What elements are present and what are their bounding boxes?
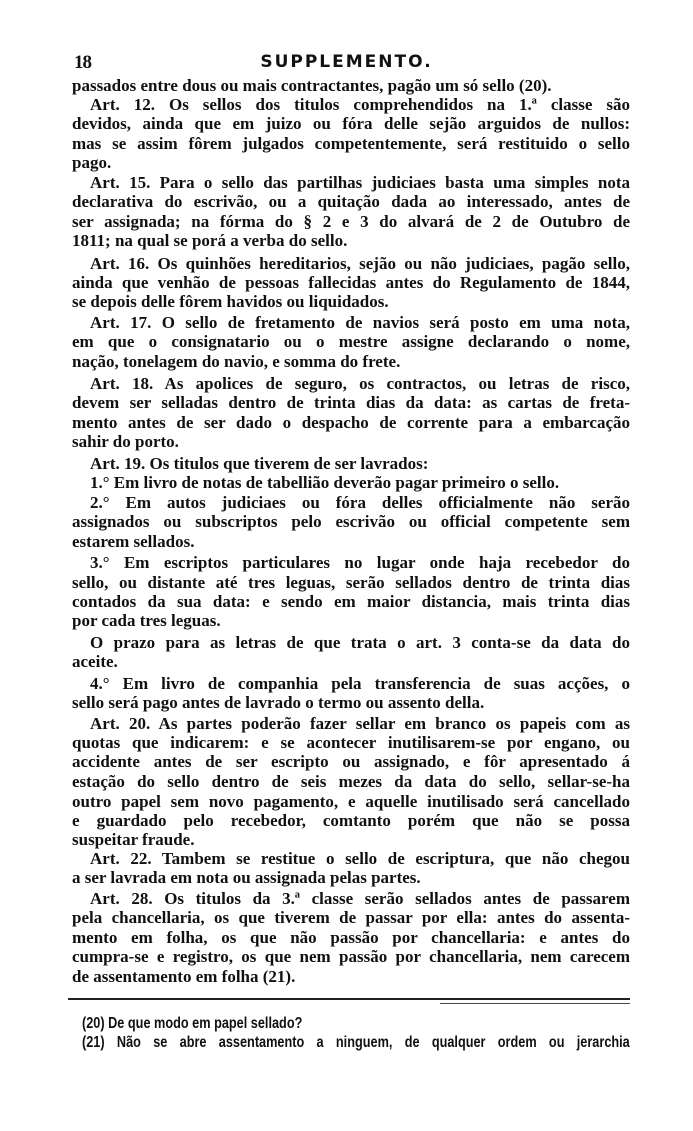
text-line: nação, tonelagem do navio, e somma do frete. (72, 352, 401, 371)
text-line: outro papel sem novo pagamento, e aquelle inutilisado será cancellado (72, 792, 630, 811)
footnote-divider (68, 998, 630, 1000)
text-line: aceite. (72, 652, 118, 671)
text-line: pago. (72, 153, 112, 172)
text-line: accidente antes de ser escripto ou assignado, e fôr apresentado á (72, 752, 630, 771)
text-line: a ser lavrada em nota ou assignada pelas partes. (72, 868, 421, 887)
text-line: mento antes de ser dado o despacho de corrente para a embarcação (72, 413, 630, 432)
text-line: ser assignada; na fórma do § 2 e 3 do alvará de 2 de Outubro de (72, 212, 630, 231)
text-line: Art. 17. O sello de fretamento de navios será posto em uma nota, (90, 313, 630, 332)
text-line: Art. 18. As apolices de seguro, os contractos, ou letras de risco, (90, 374, 630, 393)
text-line: suspeitar fraude. (72, 830, 195, 849)
text-line: mento em folha, os que não passão por chancellaria: e antes do (72, 928, 630, 947)
text-line: de assentamento em folha (21). (72, 967, 296, 986)
text-line: O prazo para as letras de que trata o art. 3 conta-se da data do (90, 633, 630, 652)
text-line: Art. 22. Tambem se restitue o sello de escriptura, que não chegou (90, 849, 630, 868)
text-line: 1.° Em livro de notas de tabellião deverão pagar primeiro o sello. (90, 473, 560, 492)
page-number: 18 (74, 52, 91, 73)
text-line: 1811; na qual se porá a verba do sello. (72, 231, 348, 250)
footnote-20: (20) De que modo em papel sellado? (82, 1015, 303, 1032)
text-line: se depois delle fôrem havidos ou liquidados. (72, 292, 389, 311)
text-line: devidos, ainda que em juizo ou fóra delle sejão arguidos de nullos: (72, 114, 630, 133)
footnote-21: (21) Não se abre assentamento a ninguem, de qualquer ordem ou jerarchia (82, 1034, 630, 1051)
text-line: estação do sello dentro de seis mezes da data do sello, sellar-se-ha (72, 772, 630, 791)
text-line: Art. 16. Os quinhões hereditarios, sejão ou não judiciaes, pagão sello, (90, 254, 630, 273)
text-line: Art. 28. Os titulos da 3.ª classe serão sellados antes de passarem (90, 889, 630, 908)
text-line: quotas que indicarem: e se acontecer inutilisarem-se por engano, ou (72, 733, 630, 752)
running-head: SUPPLEMENTO. (260, 52, 433, 72)
footnote-divider-secondary (440, 1003, 630, 1004)
text-line: contados da sua data: e sendo em maior distancia, mais trinta dias (72, 592, 630, 611)
text-line: por cada tres leguas. (72, 611, 221, 630)
text-line: Art. 15. Para o sello das partilhas judiciaes basta uma simples nota (90, 173, 630, 192)
text-line: cumpra-se e registro, os que nem passão por chancellaria, nem carecem (72, 947, 630, 966)
text-line: sello, ou distante até tres leguas, serão sellados dentro de trinta dias (72, 573, 630, 592)
text-line: em que o consignatario ou o mestre assigne declarando o nome, (72, 332, 630, 351)
text-line: mas se assim fôrem julgados competentemente, será restituido o sello (72, 134, 630, 153)
text-line: sello será pago antes de lavrado o termo ou assento della. (72, 693, 485, 712)
text-line: sahir do porto. (72, 432, 179, 451)
text-line: assignados ou subscriptos pelo escrivão ou official competente sem (72, 512, 630, 531)
text-line: Art. 20. As partes poderão fazer sellar em branco os papeis com as (90, 714, 630, 733)
text-line: 4.° Em livro de companhia pela transferencia de suas acções, o (90, 674, 630, 693)
text-line: 2.° Em autos judiciaes ou fóra delles officialmente não serão (90, 493, 630, 512)
text-line: Art. 19. Os titulos que tiverem de ser lavrados: (90, 454, 429, 473)
text-line: estarem sellados. (72, 532, 195, 551)
text-line: pela chancellaria, os que tiverem de passar por ella: antes do assenta- (72, 908, 630, 927)
text-line: Art. 12. Os sellos dos titulos comprehendidos na 1.ª classe são (90, 95, 630, 114)
text-line: devem ser selladas dentro de trinta dias da data: as cartas de freta- (72, 393, 630, 412)
text-line: ainda que venhão de pessoas fallecidas antes do Regulamento de 1844, (72, 273, 630, 292)
text-line: declarativa do escrivão, ou a quitação dada ao interessado, antes de (72, 192, 630, 211)
text-line: e guardado pelo recebedor, comtanto porém que não se possa (72, 811, 630, 830)
text-line: 3.° Em escriptos particulares no lugar onde haja recebedor do (90, 553, 630, 572)
text-line: passados entre dous ou mais contractantes, pagão um só sello (20). (72, 76, 552, 95)
